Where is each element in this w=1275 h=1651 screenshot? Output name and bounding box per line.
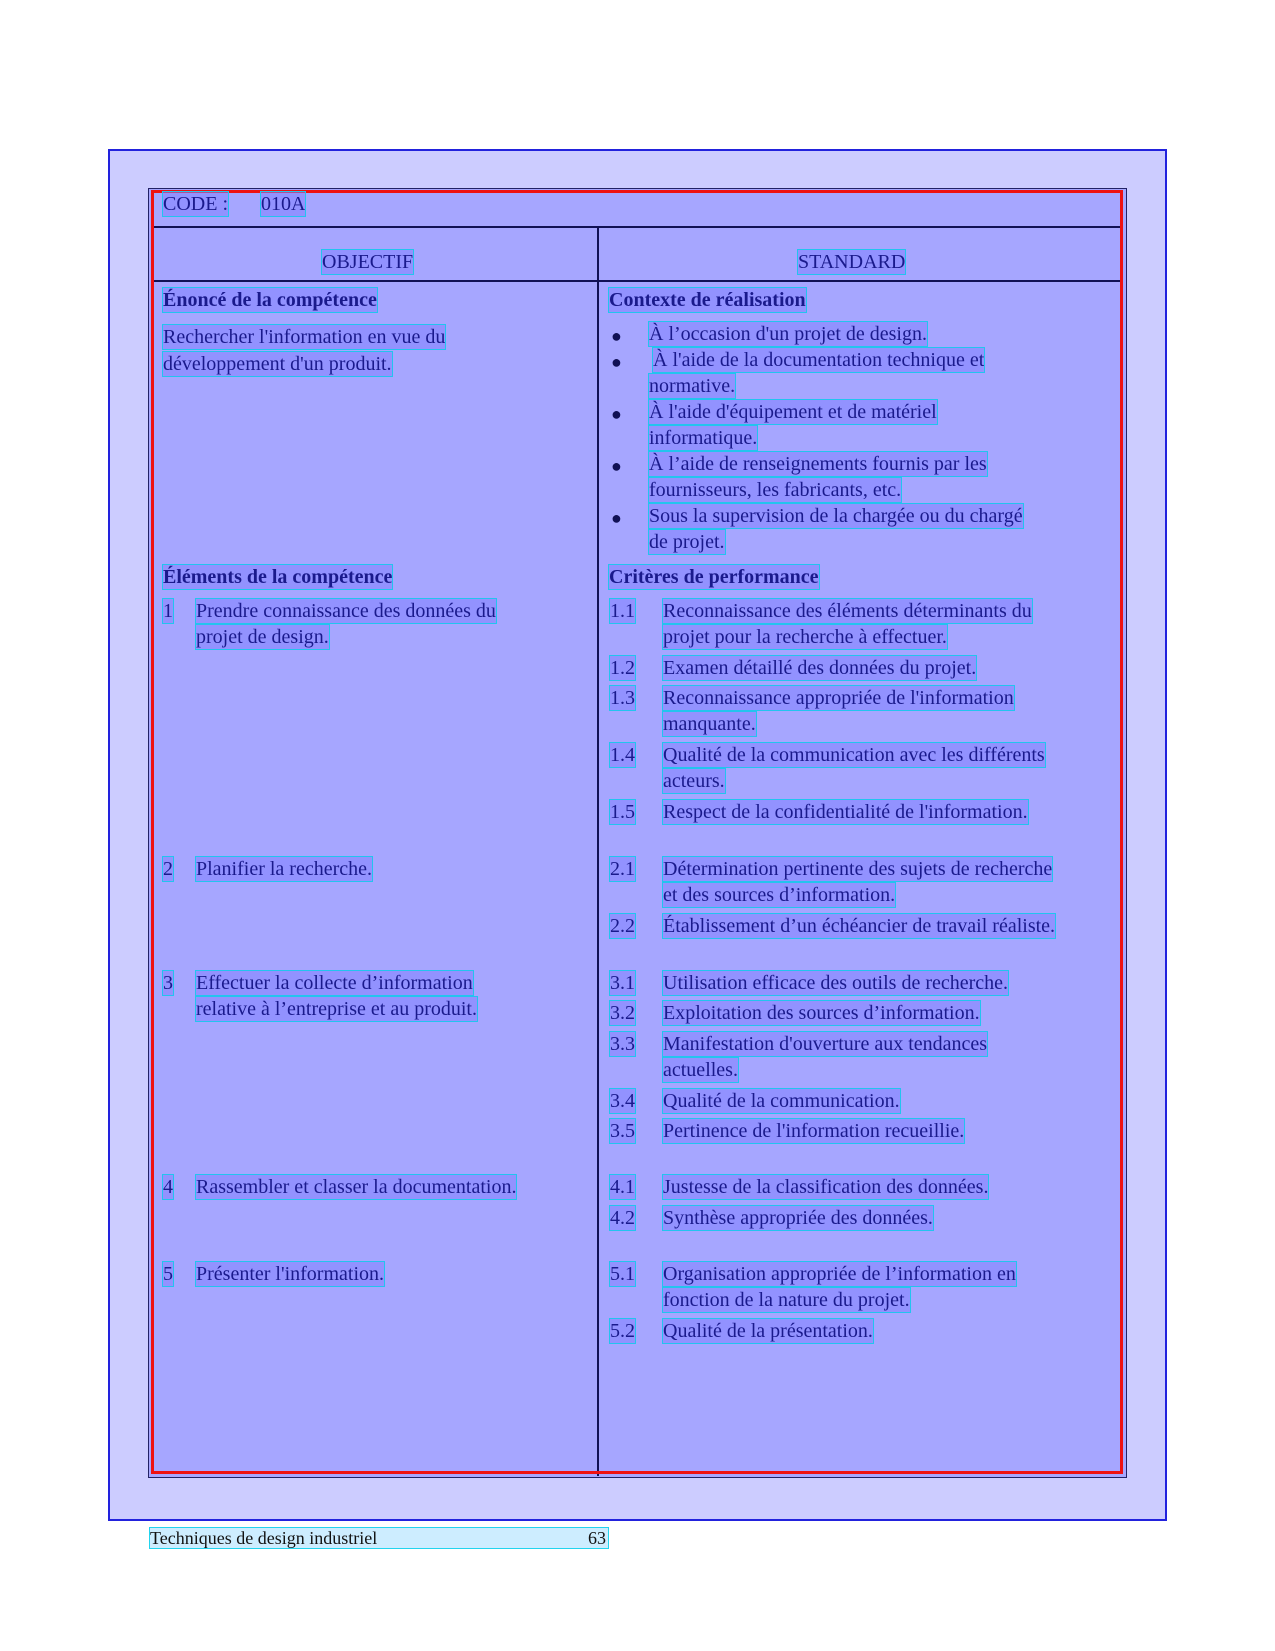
element-line: Rassembler et classer la documentation.	[196, 1176, 517, 1198]
footer-page-number: 63	[588, 1528, 606, 1548]
contexte-line: À l'aide de la documentation technique et	[653, 349, 985, 371]
contexte-line: Sous la supervision de la chargée ou du chargé	[649, 505, 1023, 527]
criteres-title: Critères de performance	[609, 566, 819, 588]
critere-line: Utilisation efficace des outils de recherche.	[663, 972, 1009, 994]
standard-header: STANDARD	[798, 251, 906, 273]
critere-line: Qualité de la présentation.	[663, 1320, 873, 1342]
critere-line: Justesse de la classification des données.	[663, 1176, 989, 1198]
enonce-title: Énoncé de la compétence	[163, 289, 377, 311]
elements-title: Éléments de la compétence	[163, 566, 393, 588]
enonce-line: développement d'un produit.	[163, 353, 392, 375]
critere-number: 3.4	[610, 1090, 635, 1112]
critere-number: 1.2	[610, 657, 635, 679]
critere-number: 3.1	[610, 972, 635, 994]
contexte-line: de projet.	[649, 531, 725, 553]
code-value: 010A	[261, 193, 306, 215]
objectif-header: OBJECTIF	[322, 251, 414, 273]
bullet-icon: ●	[611, 326, 622, 346]
contexte-title: Contexte de réalisation	[609, 289, 806, 311]
critere-line: Examen détaillé des données du projet.	[663, 657, 977, 679]
contexte-line: fournisseurs, les fabricants, etc.	[649, 479, 902, 501]
element-line: Présenter l'information.	[196, 1263, 384, 1285]
critere-line: Détermination pertinente des sujets de recherche	[663, 858, 1053, 880]
enonce-line: Rechercher l'information en vue du	[163, 326, 446, 348]
critere-line: Pertinence de l'information recueillie.	[663, 1120, 965, 1142]
critere-number: 3.2	[610, 1002, 635, 1024]
critere-number: 1.3	[610, 687, 635, 709]
element-line: projet de design.	[196, 626, 329, 648]
contexte-line: À l’aide de renseignements fournis par les	[649, 453, 987, 475]
contexte-line: informatique.	[649, 427, 758, 449]
critere-number: 4.1	[610, 1176, 635, 1198]
footer-program: Techniques de design industriel	[150, 1528, 378, 1548]
contexte-line: À l’occasion d'un projet de design.	[649, 323, 927, 345]
element-number: 5	[163, 1263, 173, 1285]
column-divider	[597, 226, 599, 1476]
row-divider	[152, 226, 1123, 228]
critere-number: 1.5	[610, 801, 635, 823]
critere-number: 1.1	[610, 600, 635, 622]
critere-number: 5.2	[610, 1320, 635, 1342]
contexte-line: normative.	[649, 375, 736, 397]
header-divider	[152, 280, 1123, 282]
critere-line: Respect de la confidentialité de l'information.	[663, 801, 1028, 823]
element-number: 3	[163, 972, 173, 994]
critere-line: Établissement d’un échéancier de travail réaliste.	[663, 915, 1056, 937]
critere-line: actuelles.	[663, 1059, 738, 1081]
critere-number: 3.3	[610, 1033, 635, 1055]
critere-number: 2.2	[610, 915, 635, 937]
critere-line: projet pour la recherche à effectuer.	[663, 626, 947, 648]
element-number: 2	[163, 858, 173, 880]
critere-number: 5.1	[610, 1263, 635, 1285]
element-line: Prendre connaissance des données du	[196, 600, 496, 622]
critere-line: Exploitation des sources d’information.	[663, 1002, 980, 1024]
bullet-icon: ●	[611, 456, 622, 476]
critere-line: Qualité de la communication avec les différents	[663, 744, 1045, 766]
critere-number: 4.2	[610, 1207, 635, 1229]
critere-line: acteurs.	[663, 770, 725, 792]
element-line: relative à l’entreprise et au produit.	[196, 998, 477, 1020]
element-line: Planifier la recherche.	[196, 858, 373, 880]
critere-line: manquante.	[663, 713, 756, 735]
critere-number: 2.1	[610, 858, 635, 880]
bullet-icon: ●	[611, 508, 622, 528]
bullet-icon: ●	[611, 404, 622, 424]
bullet-icon: ●	[611, 352, 622, 372]
element-number: 1	[163, 600, 173, 622]
critere-line: Reconnaissance des éléments déterminants du	[663, 600, 1032, 622]
code-label: CODE :	[163, 193, 228, 215]
element-number: 4	[163, 1176, 173, 1198]
critere-line: Synthèse appropriée des données.	[663, 1207, 933, 1229]
critere-line: fonction de la nature du projet.	[663, 1289, 910, 1311]
contexte-line: À l'aide d'équipement et de matériel	[649, 401, 937, 423]
critere-line: Organisation appropriée de l’information en	[663, 1263, 1016, 1285]
critere-line: Manifestation d'ouverture aux tendances	[663, 1033, 988, 1055]
critere-line: et des sources d’information.	[663, 884, 896, 906]
element-line: Effectuer la collecte d’information	[196, 972, 473, 994]
page-footer	[150, 1528, 608, 1548]
critere-number: 1.4	[610, 744, 635, 766]
critere-line: Reconnaissance appropriée de l'information	[663, 687, 1014, 709]
critere-number: 3.5	[610, 1120, 635, 1142]
critere-line: Qualité de la communication.	[663, 1090, 900, 1112]
